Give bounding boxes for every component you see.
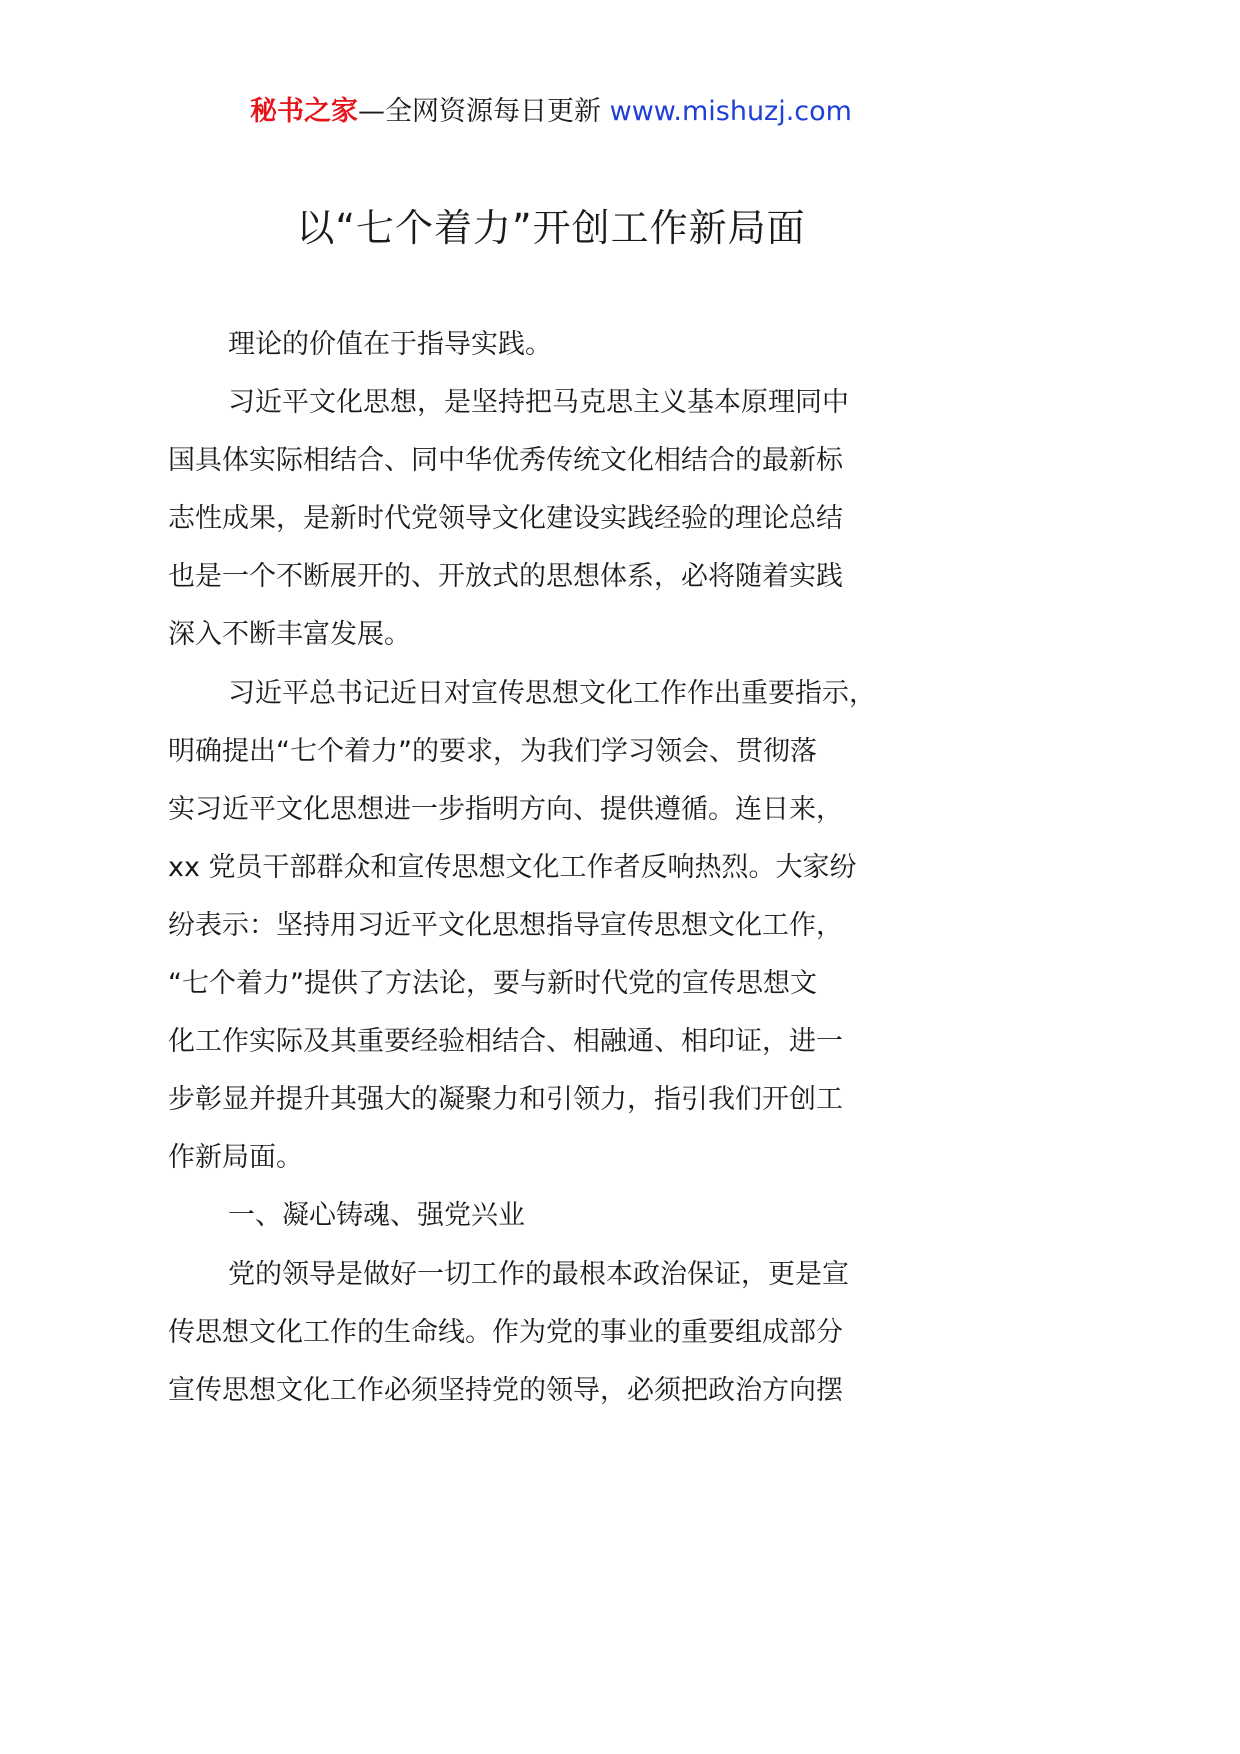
- paragraph-line: 理论的价值在于指导实践。: [228, 329, 552, 360]
- section-heading: 一、凝心铸魂、强党兴业: [228, 1200, 525, 1232]
- paragraph-line: 习近平总书记近日对宣传思想文化工作作出重要指示，: [228, 677, 876, 709]
- paragraph-line: “七个着力”提供了方法论，要与新时代党的宣传思想文: [168, 968, 817, 1000]
- site-slogan: —全网资源每日更新: [358, 96, 610, 127]
- paragraph-line: 也是一个不断展开的、开放式的思想体系，必将随着实践: [168, 561, 843, 593]
- paragraph-line: 化工作实际及其重要经验相结合、相融通、相印证，进一: [168, 1026, 843, 1058]
- document-title: 以“七个着力”开创工作新局面: [296, 206, 806, 250]
- paragraph-line: 宣传思想文化工作必须坚持党的领导，必须把政治方向摆: [168, 1374, 843, 1406]
- site-header: [0, 92, 1102, 132]
- site-url-link[interactable]: www.mishuzj.com: [609, 96, 852, 127]
- paragraph-line: 明确提出“七个着力”的要求，为我们学习领会、贯彻落: [168, 735, 817, 767]
- paragraph-line: 国具体实际相结合、同中华优秀传统文化相结合的最新标: [168, 445, 843, 477]
- paragraph-line: 志性成果，是新时代党领导文化建设实践经验的理论总结: [168, 503, 843, 535]
- paragraph-line: 深入不断丰富发展。: [168, 619, 411, 651]
- site-brand: 秘书之家: [250, 96, 359, 127]
- paragraph-line: 习近平文化思想，是坚持把马克思主义基本原理同中: [228, 387, 849, 419]
- paragraph-line: xx 党员干部群众和宣传思想文化工作者反响热烈。大家纷: [168, 851, 857, 883]
- paragraph-line: 实习近平文化思想进一步指明方向、提供遵循。连日来，: [168, 793, 843, 825]
- paragraph-line: 步彰显并提升其强大的凝聚力和引领力，指引我们开创工: [168, 1084, 843, 1116]
- paragraph-line: 纷表示：坚持用习近平文化思想指导宣传思想文化工作，: [168, 909, 843, 941]
- paragraph-line: 作新局面。: [168, 1142, 303, 1174]
- document-body: [168, 316, 968, 1420]
- paragraph-line: 党的领导是做好一切工作的最根本政治保证，更是宣: [228, 1258, 849, 1290]
- paragraph-line: 传思想文化工作的生命线。作为党的事业的重要组成部分: [168, 1316, 843, 1348]
